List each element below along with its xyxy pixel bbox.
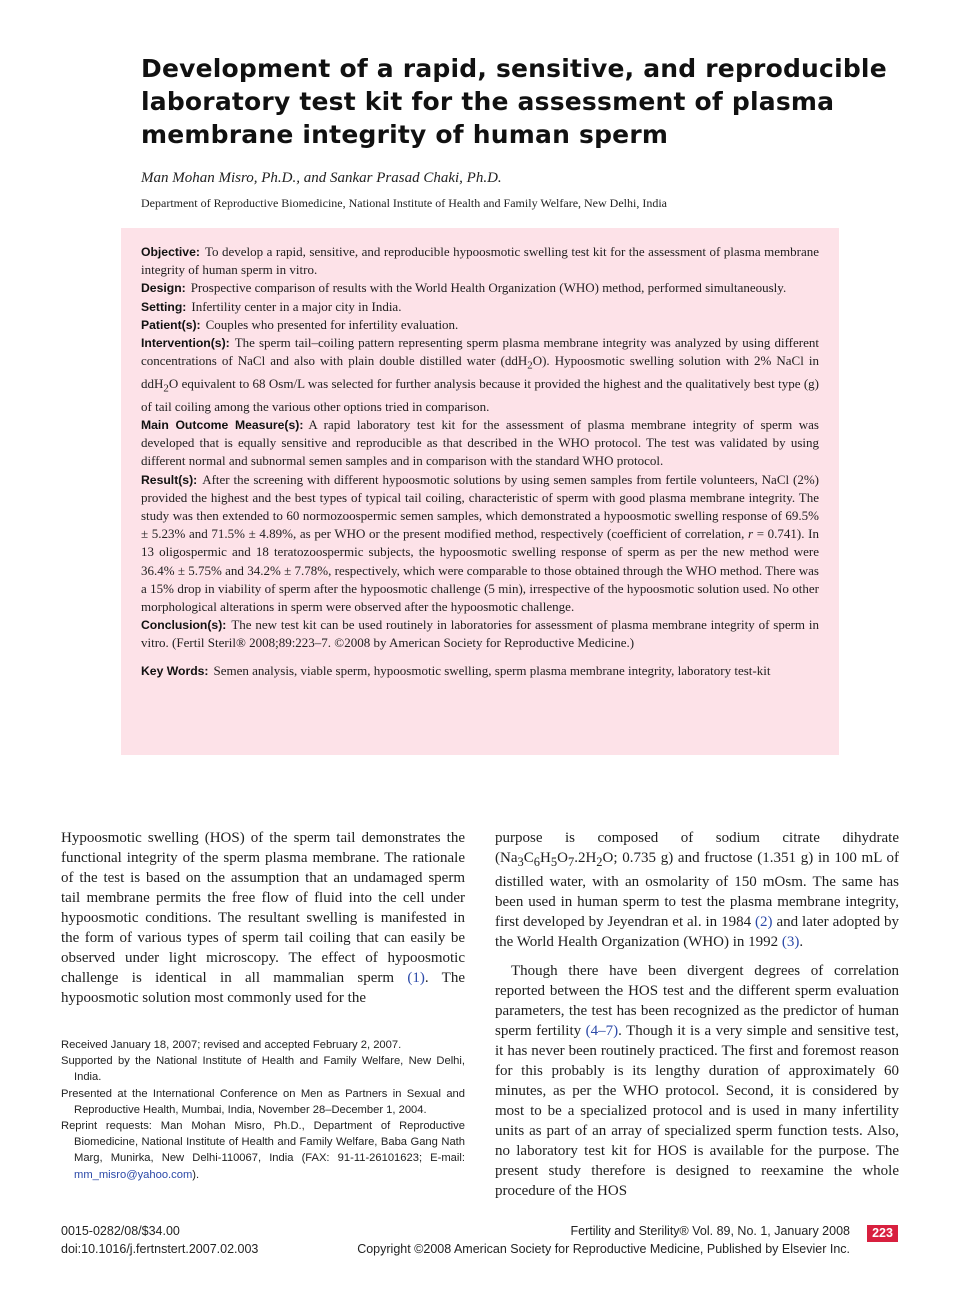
body-paragraph bbox=[61, 828, 465, 1008]
subscript: 6 bbox=[533, 855, 541, 869]
footnote-text: ). bbox=[192, 1168, 200, 1181]
journal-citation: Fertility and Sterility® Vol. 89, No. 1, January 2008 bbox=[570, 1224, 850, 1238]
body-text: C bbox=[523, 850, 534, 866]
abstract-design bbox=[141, 279, 819, 297]
section-text: Semen analysis, viable sperm, hypoosmotic swelling, sperm plasma membrane integrity, laboratory test-kit bbox=[213, 662, 771, 678]
body-text: Hypoosmotic swelling (HOS) of the sperm tail demonstrates the functional integrity of the sperm plasma membrane. The rationale of the test is based on the assumption that an undamaged sperm tail membrane permits the free flow of fluid into the cell under hypoosmotic conditions. The resultant swelling is manifested in the form of various types of sperm tail coiling that can easily be observed under light microscopy. The effect of hypoosmotic challenge is identical in all mammalian sperm bbox=[61, 830, 465, 986]
body-column-left bbox=[61, 828, 465, 1008]
subscript: 2 bbox=[596, 855, 603, 869]
section-label: Result(s): bbox=[141, 472, 198, 487]
reference-link[interactable]: (3) bbox=[781, 934, 800, 950]
reference-link[interactable]: (1) bbox=[407, 970, 425, 986]
subscript: 2 bbox=[527, 359, 533, 372]
section-text: To develop a rapid, sensitive, and reproducible hypoosmotic swelling test kit for the assessment of plasma membrane integrity of human sperm in vitro. bbox=[141, 244, 819, 278]
title-line: Development of a rapid, sensitive, and reproducible bbox=[141, 54, 887, 83]
section-label: Patient(s): bbox=[141, 317, 201, 332]
abstract-objective bbox=[141, 243, 819, 279]
section-text: = 0.741). In 13 oligospermic and 18 teratozoospermic subjects, the hypoosmotic swelling response of sperm as per the new method were 36.4% ± 5.75% and 34.2% ± 7.78%, respectively, which were comparable to those obtained through the WHO method. There was a 15% drop in viability of sperm after the hypoosmotic challenge (5 min), irrespective of the hypoosmotic solution used. No other morphological alterations in sperm were observed after the hypoosmotic challenge. bbox=[141, 526, 819, 615]
body-text: . bbox=[799, 934, 804, 950]
section-text: A rapid laboratory test kit for the assessment of plasma membrane integrity of sperm was developed that is equally sensitive and reproducible as that described in the WHO protocol. The test was validated by using different normal and subnormal semen samples and in comparison with the standard WHO protocol. bbox=[141, 417, 819, 469]
body-text: Though there have been divergent degrees of correlation reported between the HOS test and the different sperm evaluation parameters, the test has been recognized as the predictor of human sperm fertility bbox=[495, 963, 899, 1039]
section-text: O equivalent to 68 Osm/L was selected for further analysis because it provided the highest and the qualitatively best type (g) of tail coiling among the various other options tried in comparison. bbox=[141, 376, 819, 414]
affiliation: Department of Reproductive Biomedicine, National Institute of Health and Family Welfare, New Delhi, India bbox=[141, 196, 667, 210]
section-text: The new test kit can be used routinely in laboratories for assessment of plasma membrane integrity of sperm in vitro. (Fertil Steril® 2008;89:223–7. ©2008 by American Society for Reproductive Medicine.) bbox=[141, 617, 819, 651]
section-label: Design: bbox=[141, 281, 186, 296]
section-label: Objective: bbox=[141, 245, 200, 259]
body-text: .2H bbox=[574, 850, 597, 866]
section-text: Infertility center in a major city in India. bbox=[191, 298, 402, 314]
section-text: After the screening with different hypoosmotic solutions by using semen samples from fertile volunteers, NaCl (2%) provided the highest and the best types of typical tail coiling, characteristic of sperm with good plasma membrane integrity. The study was then extended to 60 normozoospermic semen samples, which demonstrated a hypoosmotic swelling response of 69.5% ± 5.23% and 71.5% ± 4.89%, as per WHO or the present modified method, respectively (coefficient of correlation, bbox=[141, 471, 819, 542]
body-paragraph bbox=[495, 828, 899, 952]
section-label: Intervention(s): bbox=[141, 336, 230, 351]
body-text: O; 0.735 g) and fructose (1.351 g) in 100 mL of distilled water, with an osmolarity of 150 mOsm. The same has been used in human sperm to test the plasma membrane integrity, first developed by Jeyendran et al. in 1984 bbox=[495, 850, 899, 930]
section-label: Key Words: bbox=[141, 663, 209, 678]
footnote-received: Received January 18, 2007; revised and accepted February 2, 2007. bbox=[61, 1039, 402, 1051]
footnote-reprint bbox=[61, 1118, 465, 1183]
footnote-text: Reprint requests: Man Mohan Misro, Ph.D., Department of Reproductive Biomedicine, National Institute of Health and Family Welfare, Baba Gang Nath Marg, Munirka, New Delhi-110067, India (FAX: 91-11-26101623; E-mail: bbox=[61, 1120, 465, 1165]
email-link[interactable]: mm_misro@yahoo.com bbox=[74, 1168, 193, 1181]
section-label: Main Outcome Measure(s): bbox=[141, 418, 304, 433]
body-text: purpose is composed of sodium citrate dihydrate (Na bbox=[495, 830, 899, 866]
body-text: . Though it is a very simple and sensitive test, it has never been routinely practiced. The first and foremost reason for this probably is its lengthy duration of approximately 60 minutes, as per the WHO protocol. Second, it is considered by most to be a specialized protocol and is used in many infertility units as part of an array of specialized sperm function tests. Also, no laboratory test kit for HOS is available for the purpose. The present study therefore is designed to reexamine the whole procedure of the HOS bbox=[495, 1023, 899, 1199]
footnotes bbox=[61, 1037, 465, 1183]
reference-link[interactable]: (4–7) bbox=[585, 1023, 619, 1039]
body-text: . The hypoosmotic solution most commonly used for the bbox=[61, 970, 465, 1006]
subscript: 5 bbox=[550, 855, 558, 869]
section-text: Prospective comparison of results with the World Health Organization (WHO) method, performed simultaneously. bbox=[190, 280, 787, 296]
article-title bbox=[141, 52, 887, 151]
copyright: Copyright ©2008 American Society for Reproductive Medicine, Published by Elsevier Inc. bbox=[357, 1242, 850, 1256]
subscript: 7 bbox=[567, 855, 575, 869]
body-paragraph bbox=[495, 961, 899, 1201]
page-number-badge: 223 bbox=[867, 1225, 898, 1242]
doi[interactable]: doi:10.1016/j.fertnstert.2007.02.003 bbox=[61, 1242, 259, 1256]
abstract-main-outcome bbox=[141, 416, 819, 471]
title-line: laboratory test kit for the assessment of plasma bbox=[141, 87, 835, 116]
abstract-box bbox=[121, 228, 839, 755]
footer-left bbox=[61, 1222, 258, 1258]
footnote-presented: Presented at the International Conference on Men as Partners in Sexual and Reproductive Health, Mumbai, India, November 28–December 1, 2004. bbox=[61, 1087, 465, 1116]
body-text: H bbox=[540, 850, 551, 866]
abstract-setting bbox=[141, 298, 819, 316]
body-text: O bbox=[557, 850, 568, 866]
section-text: Couples who presented for infertility evaluation. bbox=[205, 316, 459, 332]
footer-right bbox=[357, 1222, 850, 1258]
body-text: and later adopted by the World Health Organization (WHO) in 1992 bbox=[495, 914, 899, 950]
section-label: Conclusion(s): bbox=[141, 618, 227, 633]
section-label: Setting: bbox=[141, 299, 187, 314]
section-text: The sperm tail–coiling pattern representing sperm plasma membrane integrity was analyzed by using different concentrations of NaCl and also with plain double distilled water (ddH bbox=[141, 335, 819, 369]
subscript: 2 bbox=[163, 382, 169, 395]
subscript: 3 bbox=[517, 855, 524, 869]
variable-r: r bbox=[748, 526, 754, 542]
abstract-patients bbox=[141, 316, 819, 334]
body-column-right bbox=[495, 828, 899, 1201]
reference-link[interactable]: (2) bbox=[755, 914, 773, 930]
title-line: membrane integrity of human sperm bbox=[141, 120, 669, 149]
authors: Man Mohan Misro, Ph.D., and Sankar Prasad Chaki, Ph.D. bbox=[141, 170, 502, 186]
abstract-keywords bbox=[141, 662, 819, 680]
abstract-results bbox=[141, 471, 819, 617]
section-text: O). Hypoosmotic swelling solution with 2% NaCl in ddH bbox=[141, 353, 820, 392]
abstract-conclusions bbox=[141, 616, 819, 652]
abstract-interventions bbox=[141, 334, 819, 416]
issn: 0015-0282/08/$34.00 bbox=[61, 1224, 180, 1238]
footnote-supported: Supported by the National Institute of Health and Family Welfare, New Delhi, India. bbox=[61, 1055, 465, 1084]
